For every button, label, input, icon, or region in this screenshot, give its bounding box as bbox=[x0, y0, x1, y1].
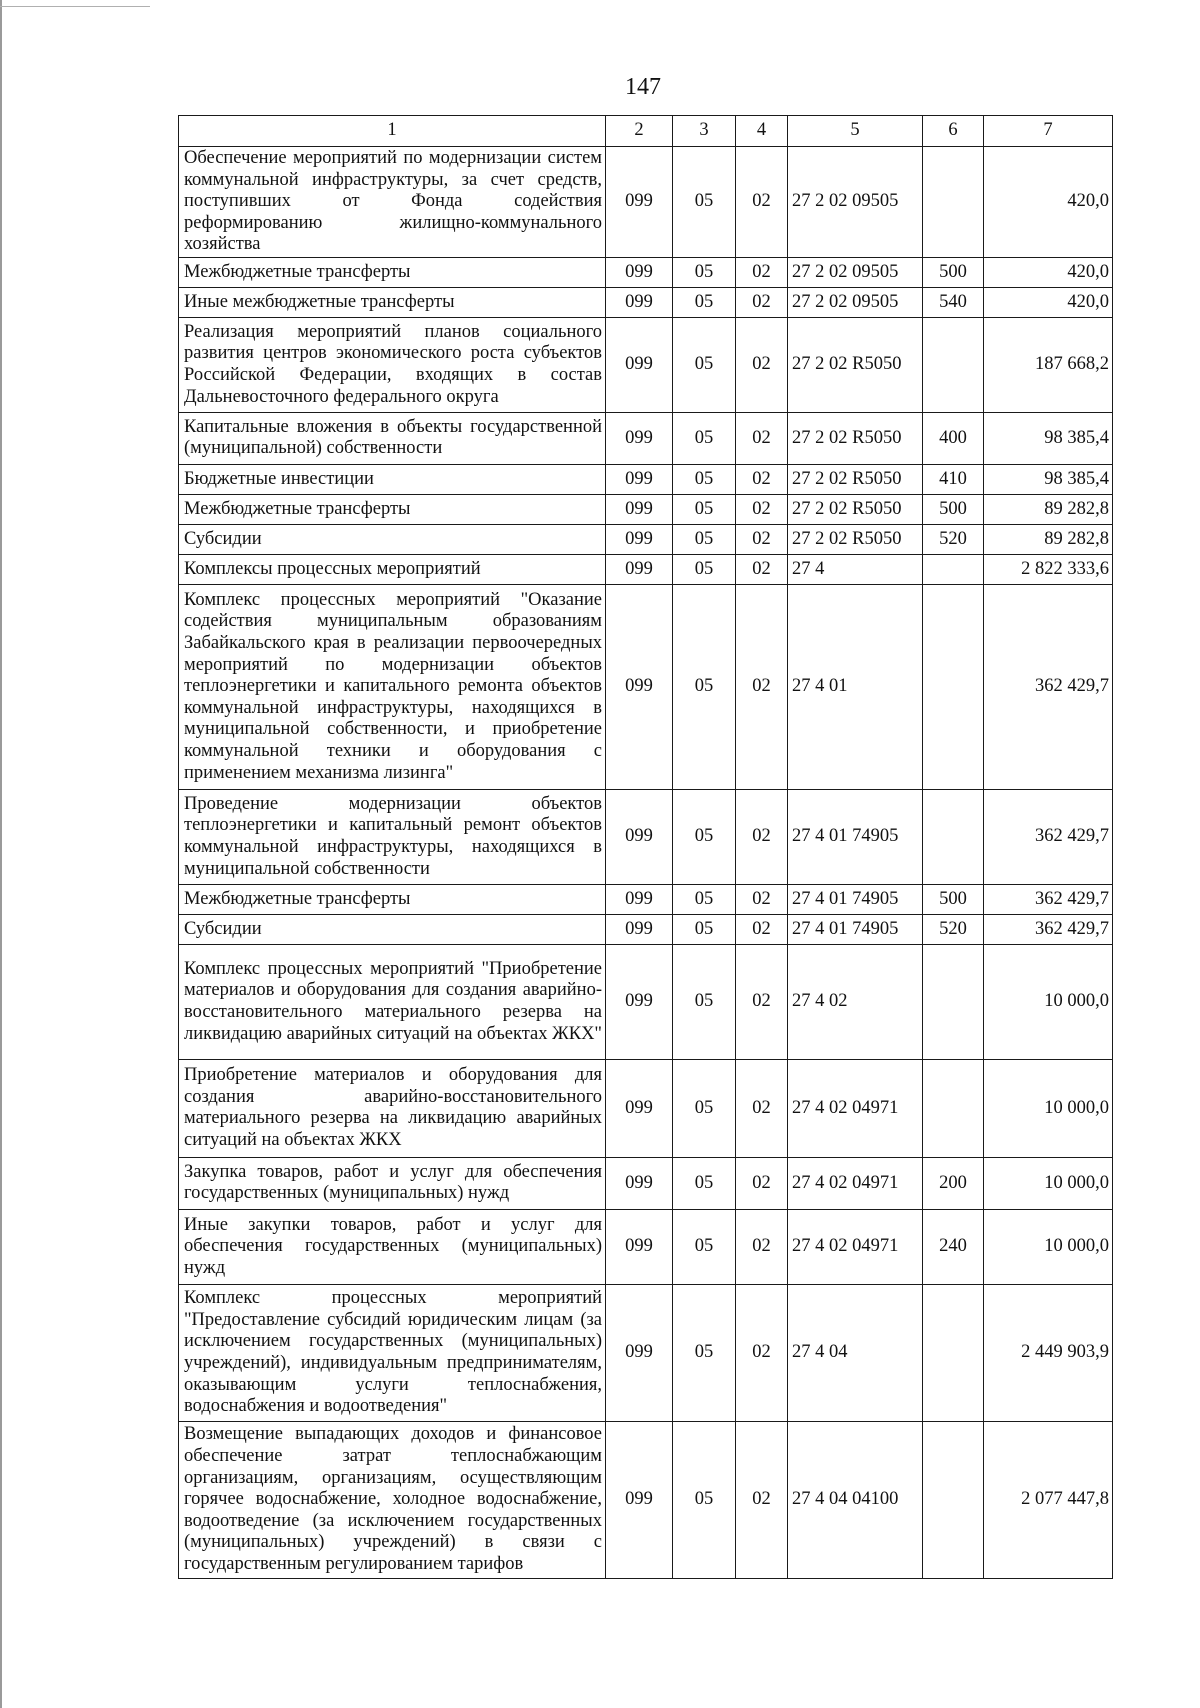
row-name: Комплекс процессных мероприятий "Предоставление субсидий юридическим лицам (за исключением государственных (муниципальных) учреждений), индивидуальным предпринимателям, оказывающим услуги теплоснабжения, водоснабжения и водоотведения" bbox=[179, 1284, 606, 1421]
row-name: Реализация мероприятий планов социального развития центров экономического роста субъектов Российской Федерации, входящих в состав Дальневосточного федерального округа bbox=[179, 317, 606, 412]
row-section-code: 05 bbox=[673, 1421, 736, 1578]
row-name: Межбюджетные трансферты bbox=[179, 494, 606, 524]
row-expense-kind-code: 500 bbox=[923, 494, 984, 524]
row-expense-kind-code: 410 bbox=[923, 464, 984, 494]
row-ministry-code: 099 bbox=[606, 789, 673, 884]
row-section-code: 05 bbox=[673, 944, 736, 1059]
table-row bbox=[179, 914, 1113, 944]
row-target-code: 27 4 01 74905 bbox=[788, 884, 923, 914]
row-ministry-code: 099 bbox=[606, 914, 673, 944]
row-subsection-code: 02 bbox=[736, 147, 788, 258]
row-name: Капитальные вложения в объекты государственной (муниципальной) собственности bbox=[179, 412, 606, 464]
row-subsection-code: 02 bbox=[736, 1284, 788, 1421]
row-ministry-code: 099 bbox=[606, 257, 673, 287]
row-ministry-code: 099 bbox=[606, 494, 673, 524]
column-header-2: 2 bbox=[606, 116, 673, 147]
table-row bbox=[179, 944, 1113, 1059]
row-subsection-code: 02 bbox=[736, 884, 788, 914]
row-subsection-code: 02 bbox=[736, 789, 788, 884]
row-target-code: 27 2 02 09505 bbox=[788, 287, 923, 317]
row-expense-kind-code bbox=[923, 584, 984, 789]
row-amount: 10 000,0 bbox=[984, 1157, 1113, 1209]
column-header-4: 4 bbox=[736, 116, 788, 147]
row-ministry-code: 099 bbox=[606, 554, 673, 584]
row-amount: 89 282,8 bbox=[984, 524, 1113, 554]
row-amount: 420,0 bbox=[984, 287, 1113, 317]
row-name: Иные межбюджетные трансферты bbox=[179, 287, 606, 317]
row-section-code: 05 bbox=[673, 554, 736, 584]
row-target-code: 27 2 02 R5050 bbox=[788, 317, 923, 412]
row-amount: 89 282,8 bbox=[984, 494, 1113, 524]
row-ministry-code: 099 bbox=[606, 317, 673, 412]
table-row bbox=[179, 257, 1113, 287]
row-target-code: 27 4 01 74905 bbox=[788, 914, 923, 944]
row-target-code: 27 4 01 74905 bbox=[788, 789, 923, 884]
row-expense-kind-code: 200 bbox=[923, 1157, 984, 1209]
row-section-code: 05 bbox=[673, 914, 736, 944]
row-subsection-code: 02 bbox=[736, 412, 788, 464]
row-expense-kind-code bbox=[923, 147, 984, 258]
row-target-code: 27 4 bbox=[788, 554, 923, 584]
row-ministry-code: 099 bbox=[606, 584, 673, 789]
row-section-code: 05 bbox=[673, 464, 736, 494]
row-subsection-code: 02 bbox=[736, 1059, 788, 1157]
row-amount: 98 385,4 bbox=[984, 464, 1113, 494]
row-expense-kind-code bbox=[923, 317, 984, 412]
row-name: Иные закупки товаров, работ и услуг для обеспечения государственных (муниципальных) нужд bbox=[179, 1209, 606, 1284]
row-amount: 362 429,7 bbox=[984, 584, 1113, 789]
row-expense-kind-code: 540 bbox=[923, 287, 984, 317]
row-amount: 2 077 447,8 bbox=[984, 1421, 1113, 1578]
column-header-7: 7 bbox=[984, 116, 1113, 147]
row-subsection-code: 02 bbox=[736, 494, 788, 524]
row-amount: 187 668,2 bbox=[984, 317, 1113, 412]
row-amount: 362 429,7 bbox=[984, 914, 1113, 944]
scan-top-line bbox=[0, 6, 150, 7]
row-ministry-code: 099 bbox=[606, 287, 673, 317]
page-number: 147 bbox=[625, 74, 661, 100]
row-expense-kind-code bbox=[923, 789, 984, 884]
row-target-code: 27 2 02 09505 bbox=[788, 147, 923, 258]
row-name: Комплекс процессных мероприятий "Оказание содействия муниципальным образованиям Забайкальского края в реализации первоочередных мероприятий по модернизации объектов теплоэнергетики и капитального ремонта объектов коммунальной инфраструктуры, находящихся в муниципальной собственности, и приобретение коммунальной техники и оборудования с применением механизма лизинга" bbox=[179, 584, 606, 789]
row-name: Проведение модернизации объектов теплоэнергетики и капитальный ремонт объектов коммунальной инфраструктуры, находящихся в муниципальной собственности bbox=[179, 789, 606, 884]
row-amount: 10 000,0 bbox=[984, 944, 1113, 1059]
row-amount: 362 429,7 bbox=[984, 884, 1113, 914]
row-expense-kind-code bbox=[923, 1059, 984, 1157]
table-row bbox=[179, 147, 1113, 258]
row-name: Приобретение материалов и оборудования для создания аварийно-восстановительного материального резерва на ликвидацию аварийных ситуаций на объектах ЖКХ bbox=[179, 1059, 606, 1157]
row-section-code: 05 bbox=[673, 412, 736, 464]
row-ministry-code: 099 bbox=[606, 1421, 673, 1578]
row-target-code: 27 4 02 04971 bbox=[788, 1209, 923, 1284]
row-section-code: 05 bbox=[673, 494, 736, 524]
row-subsection-code: 02 bbox=[736, 1421, 788, 1578]
row-amount: 98 385,4 bbox=[984, 412, 1113, 464]
table-row bbox=[179, 554, 1113, 584]
row-ministry-code: 099 bbox=[606, 1157, 673, 1209]
row-ministry-code: 099 bbox=[606, 1209, 673, 1284]
row-name: Субсидии bbox=[179, 524, 606, 554]
row-subsection-code: 02 bbox=[736, 554, 788, 584]
row-ministry-code: 099 bbox=[606, 944, 673, 1059]
table-row bbox=[179, 464, 1113, 494]
row-section-code: 05 bbox=[673, 1284, 736, 1421]
row-section-code: 05 bbox=[673, 1157, 736, 1209]
row-subsection-code: 02 bbox=[736, 287, 788, 317]
row-section-code: 05 bbox=[673, 524, 736, 554]
row-target-code: 27 2 02 R5050 bbox=[788, 464, 923, 494]
row-ministry-code: 099 bbox=[606, 1284, 673, 1421]
row-target-code: 27 2 02 R5050 bbox=[788, 494, 923, 524]
row-ministry-code: 099 bbox=[606, 147, 673, 258]
row-expense-kind-code bbox=[923, 944, 984, 1059]
table-row bbox=[179, 789, 1113, 884]
row-expense-kind-code: 500 bbox=[923, 257, 984, 287]
table-row bbox=[179, 317, 1113, 412]
column-header-6: 6 bbox=[923, 116, 984, 147]
row-expense-kind-code: 500 bbox=[923, 884, 984, 914]
row-subsection-code: 02 bbox=[736, 914, 788, 944]
row-name: Бюджетные инвестиции bbox=[179, 464, 606, 494]
row-name: Комплексы процессных мероприятий bbox=[179, 554, 606, 584]
table-row bbox=[179, 1421, 1113, 1578]
row-subsection-code: 02 bbox=[736, 317, 788, 412]
row-subsection-code: 02 bbox=[736, 1209, 788, 1284]
row-subsection-code: 02 bbox=[736, 257, 788, 287]
row-ministry-code: 099 bbox=[606, 412, 673, 464]
column-header-3: 3 bbox=[673, 116, 736, 147]
row-ministry-code: 099 bbox=[606, 884, 673, 914]
row-name: Межбюджетные трансферты bbox=[179, 257, 606, 287]
row-amount: 2 822 333,6 bbox=[984, 554, 1113, 584]
row-section-code: 05 bbox=[673, 147, 736, 258]
budget-table bbox=[178, 115, 1113, 1579]
row-subsection-code: 02 bbox=[736, 944, 788, 1059]
row-amount: 420,0 bbox=[984, 147, 1113, 258]
row-name: Закупка товаров, работ и услуг для обеспечения государственных (муниципальных) нужд bbox=[179, 1157, 606, 1209]
table-row bbox=[179, 884, 1113, 914]
row-expense-kind-code: 400 bbox=[923, 412, 984, 464]
row-name: Субсидии bbox=[179, 914, 606, 944]
row-expense-kind-code: 520 bbox=[923, 524, 984, 554]
scan-edge-line bbox=[0, 0, 2, 1708]
row-name: Возмещение выпадающих доходов и финансовое обеспечение затрат теплоснабжающим организациям, организациям, осуществляющим горячее водоснабжение, холодное водоснабжение, водоотведение (за исключением государственных (муниципальных) учреждений) в связи с государственным регулированием тарифов bbox=[179, 1421, 606, 1578]
row-target-code: 27 2 02 R5050 bbox=[788, 412, 923, 464]
table-row bbox=[179, 1284, 1113, 1421]
row-expense-kind-code bbox=[923, 554, 984, 584]
row-section-code: 05 bbox=[673, 789, 736, 884]
table-row bbox=[179, 1157, 1113, 1209]
row-section-code: 05 bbox=[673, 287, 736, 317]
row-name: Обеспечение мероприятий по модернизации систем коммунальной инфраструктуры, за счет средств, поступивших от Фонда содействия реформированию жилищно-коммунального хозяйства bbox=[179, 147, 606, 258]
row-expense-kind-code bbox=[923, 1284, 984, 1421]
row-target-code: 27 4 02 04971 bbox=[788, 1059, 923, 1157]
row-expense-kind-code: 520 bbox=[923, 914, 984, 944]
row-section-code: 05 bbox=[673, 257, 736, 287]
row-ministry-code: 099 bbox=[606, 524, 673, 554]
row-target-code: 27 4 04 bbox=[788, 1284, 923, 1421]
row-name: Комплекс процессных мероприятий "Приобретение материалов и оборудования для создания аварийно-восстановительного материального резерва на ликвидацию аварийных ситуаций на объектах ЖКХ" bbox=[179, 944, 606, 1059]
column-header-1: 1 bbox=[179, 116, 606, 147]
row-subsection-code: 02 bbox=[736, 584, 788, 789]
row-amount: 362 429,7 bbox=[984, 789, 1113, 884]
row-expense-kind-code: 240 bbox=[923, 1209, 984, 1284]
row-section-code: 05 bbox=[673, 584, 736, 789]
row-section-code: 05 bbox=[673, 1059, 736, 1157]
row-subsection-code: 02 bbox=[736, 1157, 788, 1209]
row-amount: 2 449 903,9 bbox=[984, 1284, 1113, 1421]
row-target-code: 27 2 02 09505 bbox=[788, 257, 923, 287]
row-name: Межбюджетные трансферты bbox=[179, 884, 606, 914]
header-row bbox=[179, 116, 1113, 147]
table-row bbox=[179, 524, 1113, 554]
row-subsection-code: 02 bbox=[736, 464, 788, 494]
row-target-code: 27 2 02 R5050 bbox=[788, 524, 923, 554]
row-target-code: 27 4 02 04971 bbox=[788, 1157, 923, 1209]
row-section-code: 05 bbox=[673, 317, 736, 412]
table-row bbox=[179, 494, 1113, 524]
row-ministry-code: 099 bbox=[606, 464, 673, 494]
row-ministry-code: 099 bbox=[606, 1059, 673, 1157]
table-row bbox=[179, 287, 1113, 317]
row-target-code: 27 4 04 04100 bbox=[788, 1421, 923, 1578]
table-row bbox=[179, 412, 1113, 464]
row-section-code: 05 bbox=[673, 1209, 736, 1284]
table-row bbox=[179, 1209, 1113, 1284]
row-section-code: 05 bbox=[673, 884, 736, 914]
row-amount: 420,0 bbox=[984, 257, 1113, 287]
row-amount: 10 000,0 bbox=[984, 1209, 1113, 1284]
table-row bbox=[179, 584, 1113, 789]
row-amount: 10 000,0 bbox=[984, 1059, 1113, 1157]
row-target-code: 27 4 01 bbox=[788, 584, 923, 789]
row-expense-kind-code bbox=[923, 1421, 984, 1578]
row-target-code: 27 4 02 bbox=[788, 944, 923, 1059]
row-subsection-code: 02 bbox=[736, 524, 788, 554]
table-row bbox=[179, 1059, 1113, 1157]
column-header-5: 5 bbox=[788, 116, 923, 147]
